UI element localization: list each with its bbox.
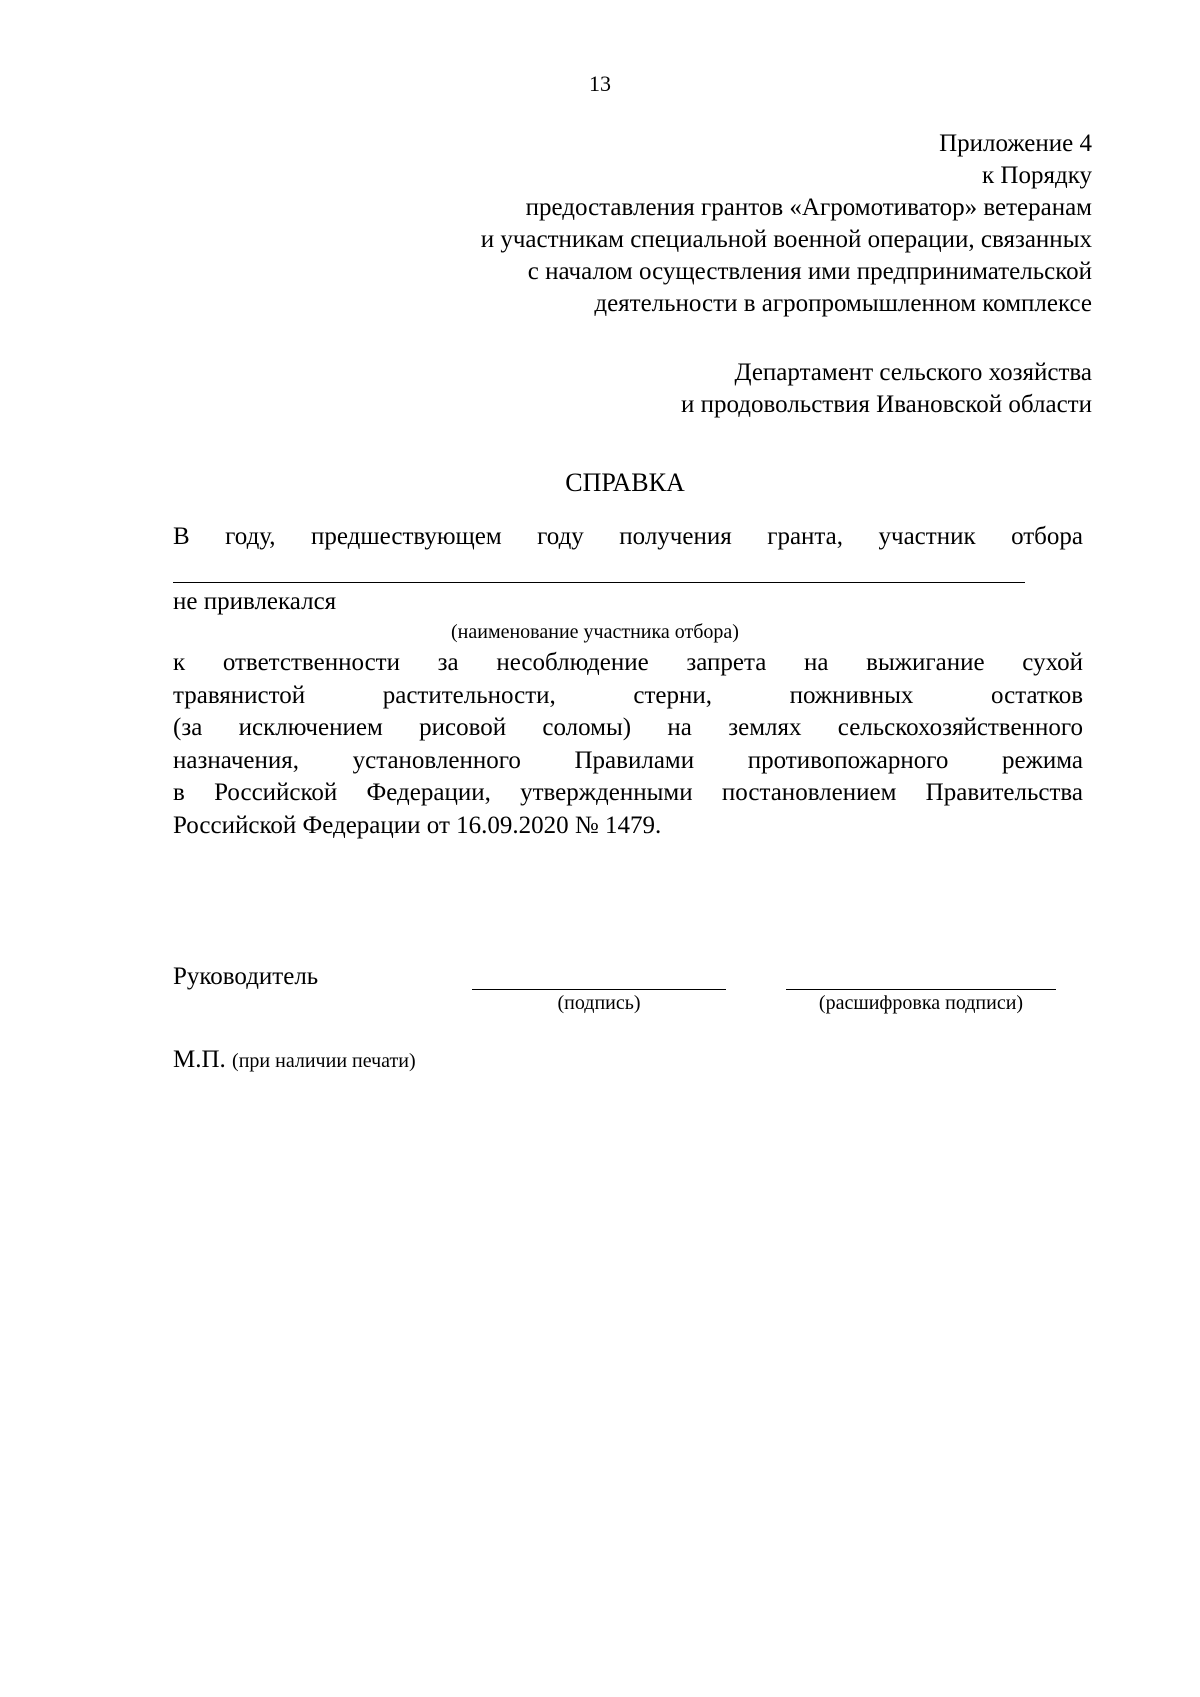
body-line: (за исключением рисовой соломы) на землях сельскохозяйственного — [173, 714, 1083, 741]
signature-caption: (подпись) — [557, 992, 641, 1014]
body-line: назначения, установленного Правилами противопожарного режима — [173, 746, 1083, 774]
appendix-line: и участникам специальной военной операции, связанных — [480, 226, 1092, 253]
body-paragraph — [173, 647, 1083, 842]
body-line: травянистой растительности, стерни, пожнивных остатков — [173, 681, 1083, 709]
page-number: 13 — [589, 71, 611, 96]
body-line: в Российской Федерации, утвержденными постановлением Правительства — [173, 779, 1083, 806]
body-line: Российской Федерации от 16.09.2020 № 1479. — [173, 811, 662, 839]
appendix-line: деятельности в агропромышленном комплексе — [594, 290, 1092, 317]
addressee-line: и продовольствия Ивановской области — [681, 391, 1092, 418]
appendix-line: с началом осуществления ими предпринимательской — [527, 258, 1092, 285]
body-line: к ответственности за несоблюдение запрета на выжигание сухой — [173, 649, 1083, 676]
signature-line — [472, 989, 726, 990]
addressee-block — [681, 357, 1092, 421]
head-label: Руководитель — [173, 963, 319, 990]
stamp-label: М.П. — [173, 1046, 226, 1073]
participant-name-field-line — [173, 582, 1025, 583]
not-involved-text: не привлекался — [173, 588, 337, 615]
appendix-line: к Порядку — [982, 162, 1092, 189]
appendix-line: Приложение 4 — [939, 130, 1092, 157]
signature-decode-line — [786, 989, 1056, 990]
signature-decode-caption: (расшифровка подписи) — [818, 992, 1024, 1014]
appendix-line: предоставления грантов «Агромотиватор» ветеранам — [525, 194, 1092, 221]
appendix-header — [481, 128, 1092, 320]
stamp-block — [173, 1044, 416, 1077]
document-title: СПРАВКА — [565, 468, 685, 497]
addressee-line: Департамент сельского хозяйства — [734, 359, 1092, 386]
intro-line: В году, предшествующем году получения гранта, участник отбора — [173, 523, 1083, 550]
participant-name-caption: (наименование участника отбора) — [451, 621, 739, 643]
stamp-note: (при наличии печати) — [232, 1050, 416, 1072]
